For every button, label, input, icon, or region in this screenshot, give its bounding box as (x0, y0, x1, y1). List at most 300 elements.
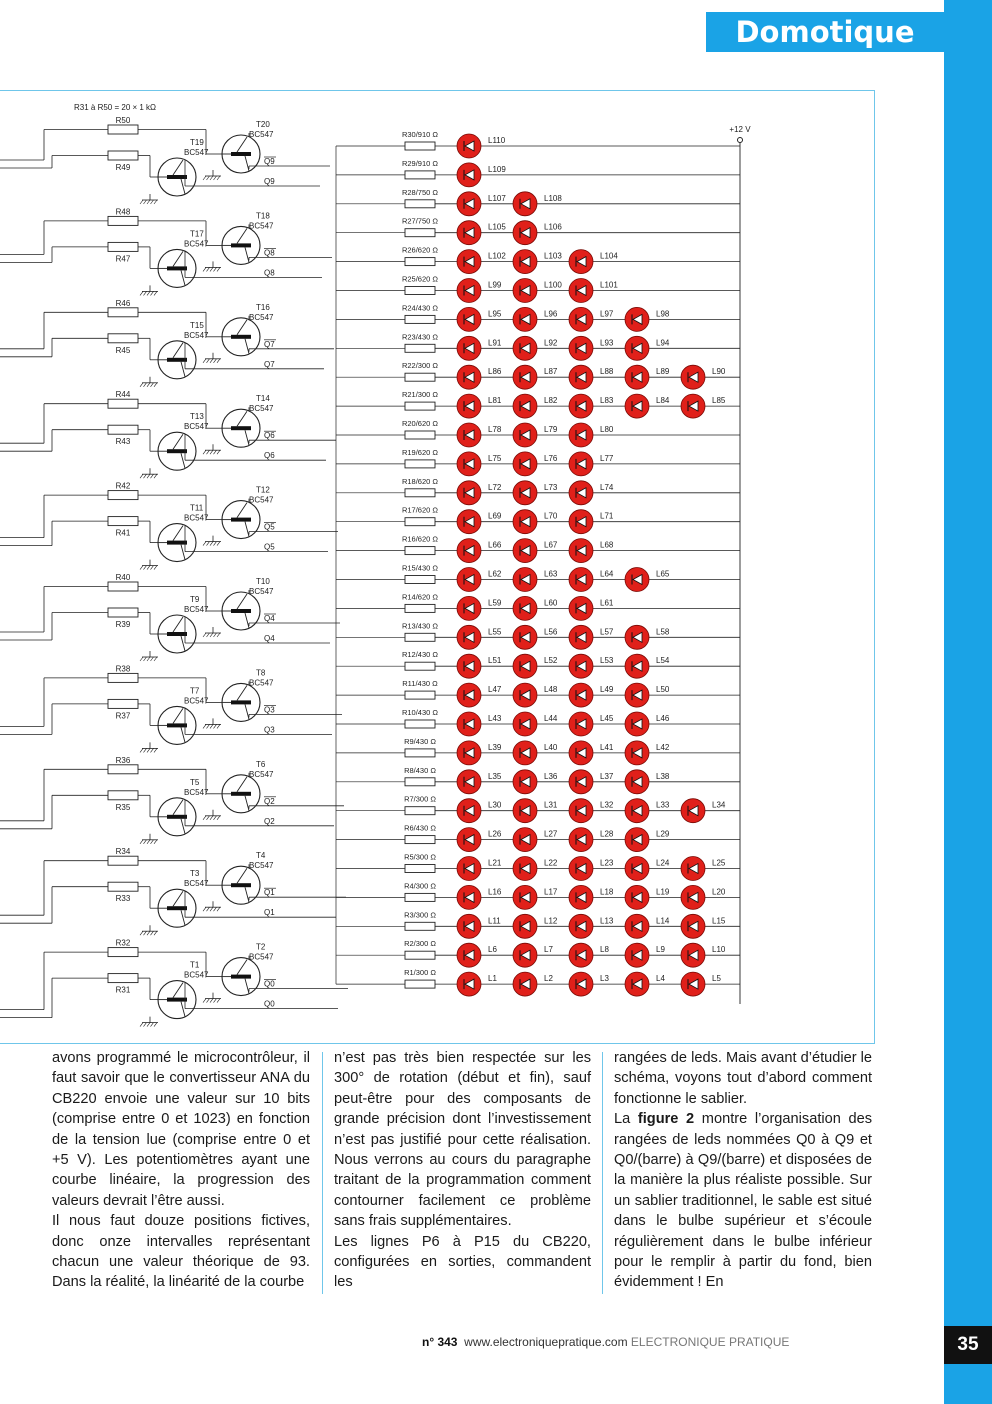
led-label: L46 (656, 714, 670, 723)
led-label: L84 (656, 396, 670, 406)
wire (217, 907, 220, 911)
led-label: L99 (488, 280, 502, 290)
led-symbol (513, 914, 537, 938)
resistor-symbol (108, 608, 138, 617)
supply-label: +12 V (729, 125, 751, 134)
ground-symbol (203, 627, 221, 637)
led-symbol (569, 394, 593, 418)
led-label: L60 (544, 598, 558, 608)
led-symbol (625, 943, 649, 967)
led-label: L9 (656, 945, 665, 955)
transistor-base (231, 243, 251, 247)
wire (214, 816, 217, 820)
led-symbol (625, 365, 649, 389)
led-label: L91 (488, 338, 502, 348)
led-symbol (569, 885, 593, 909)
led-symbol (625, 336, 649, 360)
resistor-symbol (405, 402, 435, 410)
driver-stage (0, 116, 330, 204)
led-symbol (457, 307, 481, 331)
resistor-symbol (405, 489, 435, 497)
paragraph: avons programmé le microcontrôleur, il faut savoir que le convertisseur ANA du CB220 envoie une valeur sur 10 bits (comprise entre 0 et 1023) en fonction de la tension lue (comprise entre 0 et +5 V). Les potentiomètres ayant une courbe linéaire, la progression des valeurs devrait l’être aussi. (52, 1050, 310, 1209)
led-symbol (457, 192, 481, 216)
transistor-label: T3 (190, 869, 200, 879)
resistor-label: R18/620 Ω (401, 476, 439, 486)
led-row (336, 737, 740, 765)
resistor-label: R30/910 Ω (401, 130, 439, 139)
wire (207, 542, 210, 546)
led-symbol (513, 654, 537, 678)
led-label: L75 (488, 453, 502, 463)
transistor-label: T18 (256, 211, 270, 221)
transistor-part-label: BC547 (249, 130, 274, 139)
wire (140, 748, 143, 752)
led-label: L109 (488, 164, 506, 174)
led-symbol (457, 539, 481, 563)
led-symbol (569, 770, 593, 794)
resistor-symbol (108, 882, 138, 891)
wire (217, 724, 220, 728)
transistor-label: T6 (256, 759, 266, 769)
led-label: L27 (544, 829, 558, 839)
led-label: L34 (712, 800, 726, 810)
wire (151, 383, 154, 387)
wire (144, 1023, 147, 1027)
transistor-part-label: BC547 (184, 970, 209, 980)
led-label: L53 (600, 656, 614, 666)
led-label: L59 (488, 598, 502, 608)
led-label: L23 (600, 858, 614, 868)
wire (217, 542, 220, 546)
wire (144, 931, 147, 935)
resistor-symbol (108, 399, 138, 408)
led-symbol (513, 279, 537, 303)
output-label: Q1 (264, 908, 275, 918)
resistor-label: R5/300 Ω (404, 852, 436, 862)
paragraph: Il nous faut douze positions fictives, donc onze intervalles représentant chacun une valeur théorique de 93. Dans la réalité, la linéarité de la courbe (52, 1213, 310, 1291)
led-label: L65 (656, 569, 670, 579)
resistor-symbol (405, 171, 435, 179)
led-symbol (513, 307, 537, 331)
wire (210, 724, 213, 728)
led-label: L51 (488, 656, 502, 666)
resistor-label: R21/300 Ω (401, 390, 439, 400)
led-row (336, 564, 740, 592)
led-row (336, 535, 740, 563)
led-symbol (625, 885, 649, 909)
transistor-symbol (158, 524, 196, 562)
led-label: L101 (600, 280, 618, 290)
led-symbol (569, 250, 593, 274)
transistor-symbol (222, 135, 260, 173)
wire (147, 291, 150, 295)
led-label: L97 (600, 309, 614, 319)
resistor-label: R34 (115, 847, 131, 857)
transistor-part-label: BC547 (184, 513, 209, 523)
led-label: L39 (488, 742, 502, 752)
ground-symbol (203, 170, 221, 180)
ground-symbol (203, 718, 221, 728)
led-symbol (625, 625, 649, 649)
resistor-symbol (405, 922, 435, 930)
section-title: Domotique (735, 15, 915, 49)
led-label: L36 (544, 771, 558, 781)
wire (144, 474, 147, 478)
led-label: L104 (600, 251, 618, 261)
led-label: L70 (544, 511, 558, 521)
wire (207, 359, 210, 363)
ground-symbol (203, 901, 221, 911)
wire (203, 724, 206, 728)
wire (207, 176, 210, 180)
resistor-label: R37 (115, 711, 131, 721)
led-label: L106 (544, 222, 562, 232)
transistor-base (167, 266, 187, 270)
resistor-symbol (405, 258, 435, 266)
wire (203, 542, 206, 546)
resistor-label: R29/910 Ω (401, 158, 439, 168)
resistor-label: R50 (115, 116, 131, 125)
wire (210, 176, 213, 180)
led-symbol (513, 452, 537, 476)
wire (151, 840, 154, 844)
led-symbol (569, 625, 593, 649)
resistor-label: R27/750 Ω (401, 216, 439, 226)
resistor-label: R26/620 Ω (401, 245, 439, 255)
led-row (336, 939, 740, 967)
page-edge-bar (944, 0, 992, 1404)
wire (203, 816, 206, 820)
led-label: L35 (488, 771, 502, 781)
wire (154, 291, 157, 295)
led-symbol (569, 799, 593, 823)
output-label: Q8 (264, 248, 275, 258)
resistor-symbol (108, 125, 138, 134)
led-label: L76 (544, 453, 558, 463)
led-symbol (457, 943, 481, 967)
wire (217, 633, 220, 637)
led-symbol (457, 568, 481, 592)
led-label: L11 (488, 916, 501, 926)
wire (147, 474, 150, 478)
output-label: Q0 (264, 979, 275, 989)
led-label: L13 (600, 916, 614, 926)
led-label: L42 (656, 742, 670, 752)
resistor-symbol (405, 315, 435, 323)
resistor-symbol (108, 517, 138, 526)
led-symbol (569, 683, 593, 707)
wire (203, 907, 206, 911)
led-label: L1 (488, 974, 497, 984)
led-label: L94 (656, 338, 670, 348)
led-label: L10 (712, 945, 726, 955)
resistor-symbol (405, 200, 435, 208)
transistor-base (231, 975, 251, 979)
resistor-symbol (405, 951, 435, 959)
paragraph (614, 1109, 872, 1293)
transistor-label: T4 (256, 851, 266, 861)
output-label: Q5 (264, 542, 275, 552)
resistor-label: R42 (115, 481, 131, 491)
led-label: L57 (600, 627, 614, 637)
led-symbol (457, 423, 481, 447)
led-symbol (457, 279, 481, 303)
wire (147, 566, 150, 570)
resistor-symbol (405, 604, 435, 612)
led-symbol (569, 828, 593, 852)
led-label: L85 (712, 396, 726, 406)
led-label: L80 (600, 425, 614, 434)
wire (154, 566, 157, 570)
resistor-symbol (405, 460, 435, 468)
transistor-symbol (158, 706, 196, 744)
schematic-diagram (0, 90, 880, 1044)
transistor-base (167, 906, 187, 910)
transistor-symbol (158, 341, 196, 379)
resistor-label: R3/300 Ω (404, 910, 436, 920)
wire (210, 267, 213, 271)
ground-symbol (140, 1017, 158, 1027)
website-link[interactable]: www.electroniquepratique.com (464, 1335, 628, 1349)
transistor-label: T9 (190, 595, 200, 604)
led-symbol (681, 857, 705, 881)
resistor-label: R11/430 Ω (402, 679, 438, 689)
wire (214, 907, 217, 911)
text-run: montre l’organisation des rangées de leds nommées Q0 à Q9 et Q0/(barre) à Q9/(barre) et disposées de la manière la plus réaliste possible. Sur un sablier traditionnel, le sable est situé dans le bulbe supérieur et s’écoule régulièrement dans le bulbe inférieur pour le remplir à partir du fond, bien évidemment ! En (614, 1111, 873, 1291)
led-symbol (513, 770, 537, 794)
led-label: L90 (712, 367, 726, 377)
led-label: L79 (544, 425, 558, 434)
led-label: L71 (600, 511, 614, 521)
resistor-symbol (405, 691, 435, 699)
led-symbol (457, 885, 481, 909)
wire (214, 267, 217, 271)
led-row (336, 968, 740, 996)
wire (151, 200, 154, 204)
led-symbol (625, 394, 649, 418)
issue-number: n° 343 (422, 1335, 458, 1349)
resistor-label: R31 (115, 985, 131, 995)
led-row (336, 246, 740, 274)
led-row (336, 159, 740, 187)
ground-symbol (203, 261, 221, 271)
led-label: L103 (544, 251, 562, 261)
led-symbol (513, 596, 537, 620)
led-label: L66 (488, 540, 502, 550)
led-symbol (625, 972, 649, 996)
wire (144, 383, 147, 387)
led-symbol (625, 683, 649, 707)
transistor-label: T14 (256, 394, 270, 404)
led-row (336, 361, 740, 389)
wire (151, 291, 154, 295)
led-symbol (681, 943, 705, 967)
resistor-label: R22/300 Ω (401, 361, 439, 371)
wire (144, 200, 147, 204)
led-label: L74 (600, 482, 614, 492)
resistor-symbol (405, 431, 435, 439)
led-label: L67 (544, 540, 558, 550)
led-label: L6 (488, 945, 497, 955)
resistor-symbol (108, 699, 138, 708)
resistor-symbol (108, 974, 138, 983)
led-label: L25 (712, 858, 726, 868)
transistor-symbol (222, 958, 260, 996)
led-row (336, 275, 740, 303)
driver-stage (0, 573, 340, 661)
led-row (336, 766, 740, 794)
wire (217, 999, 220, 1003)
resistor-label: R16/620 Ω (401, 534, 439, 544)
wire (147, 657, 150, 661)
resistor-label: R35 (115, 802, 131, 812)
wire (144, 657, 147, 661)
led-label: L88 (600, 367, 614, 377)
led-row (336, 506, 740, 534)
wire (214, 724, 217, 728)
wire (207, 907, 210, 911)
led-symbol (569, 336, 593, 360)
transistor-part-label: BC547 (249, 952, 274, 962)
transistor-label: T5 (190, 777, 200, 787)
transistor-symbol (158, 981, 196, 1019)
led-symbol (457, 596, 481, 620)
transistor-label: T11 (190, 503, 204, 513)
led-row (336, 853, 740, 881)
output-label: Q4 (264, 614, 275, 623)
transistor-symbol (222, 775, 260, 813)
transistor-part-label: BC547 (184, 330, 209, 340)
led-row (336, 650, 740, 678)
led-label: L52 (544, 656, 558, 666)
led-symbol (513, 394, 537, 418)
wire (147, 383, 150, 387)
wire (217, 359, 220, 363)
wire (144, 291, 147, 295)
driver-stage (0, 847, 346, 935)
led-symbol (625, 568, 649, 592)
led-label: L8 (600, 945, 609, 955)
led-symbol (513, 481, 537, 505)
resistor-label: R49 (115, 163, 131, 172)
resistor-symbol (108, 216, 138, 225)
led-symbol (625, 741, 649, 765)
led-label: L96 (544, 309, 558, 319)
ground-symbol (140, 925, 158, 935)
resistor-label: R1/300 Ω (404, 968, 436, 978)
resistor-symbol (405, 893, 435, 901)
resistor-symbol (405, 373, 435, 381)
transistor-part-label: BC547 (184, 696, 209, 706)
led-label: L31 (544, 800, 558, 810)
transistor-base (167, 358, 187, 362)
transistor-label: T2 (256, 942, 266, 952)
transistor-part-label: BC547 (249, 861, 274, 871)
transistor-symbol (222, 409, 260, 447)
wire (217, 450, 220, 454)
transistor-label: T16 (256, 302, 270, 312)
output-label: Q2 (264, 796, 275, 806)
wire (140, 657, 143, 661)
wire (154, 383, 157, 387)
resistor-symbol (405, 836, 435, 844)
transistor-base (231, 518, 251, 522)
wire (207, 724, 210, 728)
led-symbol (569, 943, 593, 967)
led-label: L72 (488, 482, 502, 492)
output-label: Q5 (264, 522, 275, 532)
driver-stage (0, 939, 348, 1027)
led-symbol (569, 365, 593, 389)
led-symbol (457, 510, 481, 534)
led-label: L92 (544, 338, 558, 348)
wire (140, 474, 143, 478)
wire (154, 748, 157, 752)
text-column-1 (52, 1048, 310, 1293)
resistor-symbol (405, 633, 435, 641)
wire (140, 383, 143, 387)
resistor-label: R43 (115, 437, 131, 447)
resistor-symbol (108, 582, 138, 591)
wire (207, 267, 210, 271)
led-symbol (569, 307, 593, 331)
wire (203, 633, 206, 637)
resistor-label: R15/430 Ω (401, 563, 439, 573)
transistor-part-label: BC547 (249, 587, 274, 596)
ground-symbol (140, 560, 158, 570)
led-symbol (457, 741, 481, 765)
led-row (336, 448, 740, 476)
resistor-label: R40 (115, 573, 131, 582)
resistor-symbol (405, 865, 435, 873)
led-symbol (457, 770, 481, 794)
driver-stage (0, 207, 332, 295)
led-row (336, 390, 740, 418)
led-label: L105 (488, 222, 506, 232)
led-row (336, 130, 740, 158)
led-symbol (625, 799, 649, 823)
led-label: L21 (488, 858, 502, 868)
led-label: L45 (600, 714, 614, 723)
driver-stage (0, 756, 344, 844)
transistor-part-label: BC547 (184, 148, 209, 157)
transistor-base (167, 998, 187, 1002)
led-symbol (681, 914, 705, 938)
led-symbol (569, 452, 593, 476)
ground-symbol (203, 353, 221, 363)
supply-rail (729, 125, 751, 1004)
output-label: Q3 (264, 725, 275, 735)
wire (140, 1023, 143, 1027)
led-label: L82 (544, 396, 558, 406)
transistor-base (167, 723, 187, 727)
led-label: L93 (600, 338, 614, 348)
resistor-symbol (108, 765, 138, 774)
wire (214, 999, 217, 1003)
page-number: 35 (944, 1326, 992, 1364)
paragraph: n’est pas très bien respectée sur les 300° de rotation (début et fin), sauf peut-être pour des composants de grande précision dont l’investissement n’est pas justifié pour cette réalisation. Nous verrons au cours du paragraphe traitant de la programmation comment contourner facilement ce problème sans frais supplémentaires. (334, 1050, 591, 1230)
led-label: L37 (600, 771, 614, 781)
led-symbol (513, 568, 537, 592)
resistor-label: R25/620 Ω (401, 274, 439, 284)
transistor-label: T7 (190, 686, 200, 696)
led-symbol (513, 365, 537, 389)
transistor-symbol (158, 798, 196, 836)
led-symbol (569, 423, 593, 447)
led-label: L2 (544, 974, 553, 984)
led-symbol (513, 799, 537, 823)
led-symbol (513, 250, 537, 274)
